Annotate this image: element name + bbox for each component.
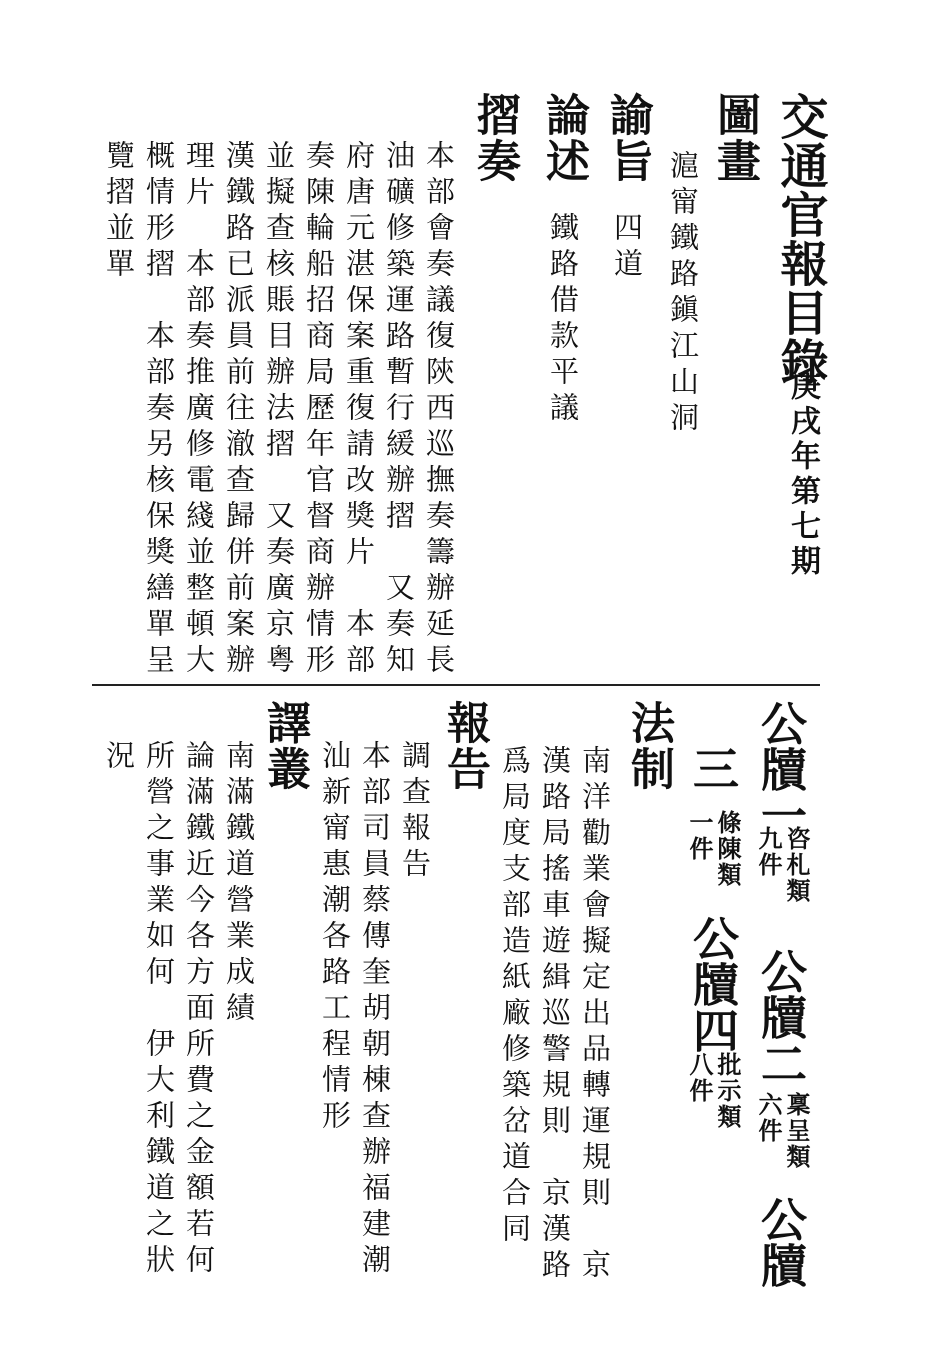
regulations-line: 爲局度支部造紙廠修築岔道合同 — [498, 745, 532, 1249]
translations-line: 所營之事業如何 伊大利鐵道之狀 — [142, 740, 176, 1280]
regulations-heading: 法制 — [623, 700, 674, 792]
reports-line: 本部司員蔡傳奎胡朝棟查辦福建潮 — [358, 740, 392, 1280]
documents-2-label: 公牘二 — [754, 948, 808, 1086]
regulations-line: 南洋勸業會擬定出品轉運規則 京 — [578, 745, 612, 1285]
documents-4-label: 公牘四 — [686, 915, 740, 1053]
memorials-line: 理片 本部奏推廣修電綫並整頓大 — [182, 140, 216, 680]
documents-1-label: 公牘一 — [754, 700, 808, 838]
documents-3-label-end: 三 — [686, 745, 740, 791]
translations-line: 論滿鐵近今各方面所費之金額若何 — [182, 740, 216, 1280]
memorials-line: 油礦修築運路暫行緩辦摺 又奏知 — [382, 140, 416, 680]
memorials-line: 並擬查核賬目辦法摺 又奏廣京粤 — [262, 140, 296, 680]
documents-4-category: 批示類 — [713, 1052, 742, 1130]
illustrations-heading: 圖畫 — [709, 92, 760, 184]
documents-1-category: 咨札類 — [782, 826, 811, 904]
essays-entry: 鐵路借款平議 — [546, 212, 580, 428]
memorials-line: 概情形摺 本部奏另核保獎繕單呈 — [142, 140, 176, 680]
essays-heading: 論述 — [538, 92, 589, 184]
documents-4-count: 八件 — [685, 1052, 714, 1104]
documents-2-count: 六件 — [754, 1092, 783, 1144]
memorials-line: 漢鐵路已派員前往澈查歸併前案辦 — [222, 140, 256, 680]
reports-heading: 報告 — [439, 700, 490, 792]
section-divider — [92, 684, 820, 686]
memorials-line: 本部會奏議復陝西巡撫奏籌辦延長 — [422, 140, 456, 680]
memorials-line: 府唐元湛保案重復請改獎片 本部 — [342, 140, 376, 680]
translations-line: 況 — [102, 740, 136, 776]
memorials-line: 奏陳輪船招商局歷年官督商辦情形 — [302, 140, 336, 680]
documents-3-count: 一件 — [685, 810, 714, 862]
issue-label: 庚戌年第七期 — [785, 370, 820, 580]
documents-1-count: 九件 — [754, 826, 783, 878]
reports-line: 調查報告 — [398, 740, 432, 884]
translations-heading: 譯叢 — [259, 700, 310, 792]
documents-2-category: 稟呈類 — [782, 1092, 811, 1170]
regulations-line: 漢路局搖車遊緝巡警規則 京漢路 — [538, 745, 572, 1285]
edicts-heading: 諭旨 — [602, 92, 653, 184]
page-title: 交通官報目錄 — [772, 92, 828, 386]
reports-line: 汕新甯惠潮各路工程情形 — [318, 740, 352, 1136]
translations-line: 南滿鐵道營業成績 — [222, 740, 256, 1028]
documents-3-label-start: 公牘 — [754, 1196, 808, 1288]
illustrations-entry: 滬甯鐵路鎭江山洞 — [666, 150, 700, 438]
memorials-line: 覽摺並單 — [102, 140, 136, 284]
edicts-entry: 四道 — [610, 212, 644, 284]
memorials-heading: 摺奏 — [469, 92, 520, 184]
documents-3-category: 條陳類 — [713, 810, 742, 888]
